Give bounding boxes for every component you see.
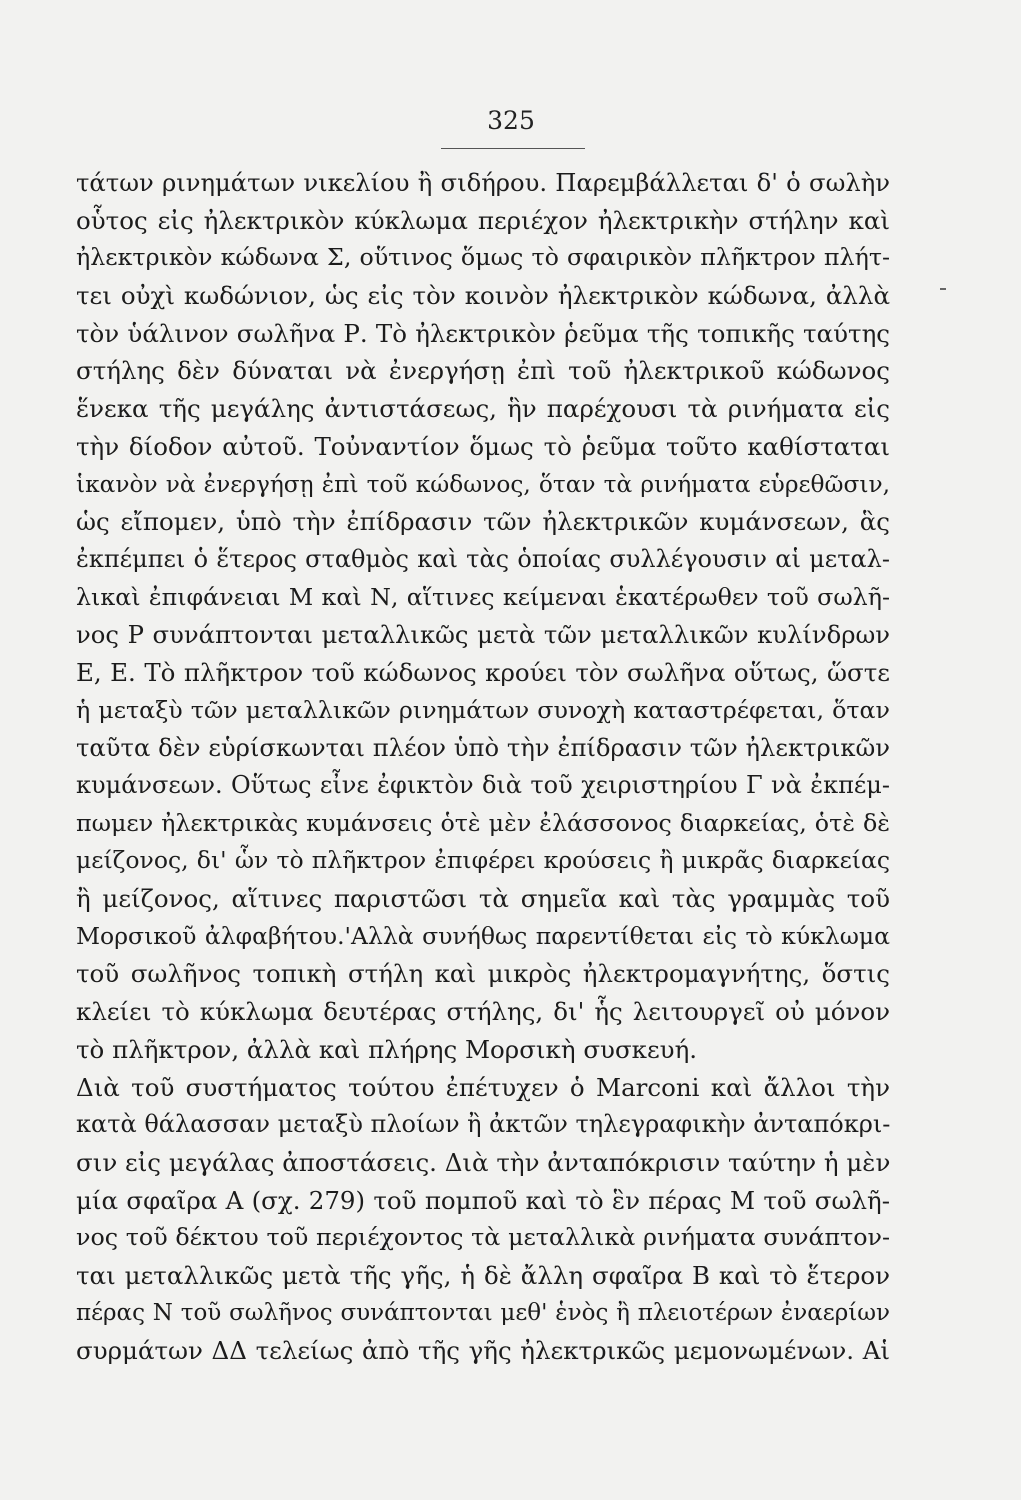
page-number: 325 <box>487 106 535 135</box>
text-line: Μορσικοῦ ἀλφαβήτου.'Αλλὰ συνήθως παρεντίθεται εἰς τὸ κύκλωμα <box>76 921 890 950</box>
text-line: ἠλεκτρικὸν κώδωνα Σ, οὕτινος ὅμως τὸ σφαιρικὸν πλῆκτρον πλήτ- <box>76 243 890 272</box>
text-line: νος Ρ συνάπτονται μεταλλικῶς μετὰ τῶν μεταλλικῶν κυλίνδρων <box>76 620 890 650</box>
text-line: ἢ μείζονος, αἵτινες παριστῶσι τὰ σημεῖα καὶ τὰς γραμμὰς τοῦ <box>76 884 890 914</box>
text-line: μείζονος, δι' ὧν τὸ πλῆκτρον ἐπιφέρει κρούσεις ἢ μικρᾶς διαρκείας <box>76 846 890 875</box>
paragraph-first-line: Διὰ τοῦ συστήματος τούτου ἐπέτυχεν ὁ Marconi καὶ ἄλλοι τὴν <box>76 1072 890 1102</box>
body-text <box>76 164 890 1370</box>
text-line: τὸ πλῆκτρον, ἀλλὰ καὶ πλήρης Μορσικὴ συσκευή. <box>76 1034 698 1064</box>
text-line: συρμάτων ΔΔ τελείως ἀπὸ τῆς γῆς ἠλεκτρικῶς μεμονωμένων. Αἱ <box>76 1336 890 1366</box>
margin-mark <box>940 288 946 290</box>
text-line: κατὰ θάλασσαν μεταξὺ πλοίων ἢ ἀκτῶν τηλεγραφικὴν ἀνταπόκρι- <box>76 1110 891 1139</box>
text-line: λικαὶ ἐπιφάνειαι Μ καὶ Ν, αἵτινες κείμεναι ἑκατέρωθεν τοῦ σωλῆ- <box>76 582 890 611</box>
text-line: στήλης δὲν δύναται νὰ ἐνεργήσῃ ἐπὶ τοῦ ἠλεκτρικοῦ κώδωνος <box>76 356 890 386</box>
text-line: ται μεταλλικῶς μετὰ τῆς γῆς, ἡ δὲ ἄλλη σφαῖρα Β καὶ τὸ ἕτερον <box>76 1260 890 1290</box>
text-line: τει οὐχὶ κωδώνιον, ὡς εἰς τὸν κοινὸν ἠλεκτρικὸν κώδωνα, ἀλλὰ <box>76 281 890 311</box>
text-line: Ε, Ε. Τὸ πλῆκτρον τοῦ κώδωνος κρούει τὸν σωλῆνα οὕτως, ὥστε <box>76 657 890 687</box>
text-line: τάτων ρινημάτων νικελίου ἢ σιδήρου. Παρεμβάλλεται δ' ὁ σωλὴν <box>76 168 890 197</box>
text-line: ἕνεκα τῆς μεγάλης ἀντιστάσεως, ἣν παρέχουσι τὰ ρινήματα εἰς <box>76 394 890 424</box>
text-line: κυμάνσεων. Οὕτως εἶνε ἐφικτὸν διὰ τοῦ χειριστηρίου Γ νὰ ἐκπέμ- <box>76 771 890 799</box>
text-line: ἡ μεταξὺ τῶν μεταλλικῶν ρινημάτων συνοχὴ καταστρέφεται, ὅταν <box>76 695 890 724</box>
text-line: πέρας Ν τοῦ σωλῆνος συνάπτονται μεθ' ἑνὸς ἢ πλειοτέρων ἐναερίων <box>76 1299 890 1326</box>
text-line: κλείει τὸ κύκλωμα δευτέρας στήλης, δι' ἧς λειτουργεῖ οὐ μόνον <box>76 997 890 1027</box>
text-line: οὗτος εἰς ἠλεκτρικὸν κύκλωμα περιέχον ἠλεκτρικὴν στήλην καὶ <box>76 205 890 235</box>
text-line: ἐκπέμπει ὁ ἕτερος σταθμὸς καὶ τὰς ὁποίας συλλέγουσιν αἱ μεταλ- <box>76 544 890 573</box>
text-line: ταῦτα δὲν εὑρίσκωνται πλέον ὑπὸ τὴν ἐπίδρασιν τῶν ἠλεκτρικῶν <box>76 733 890 763</box>
text-line: τοῦ σωλῆνος τοπικὴ στήλη καὶ μικρὸς ἠλεκτρομαγνήτης, ὅστις <box>76 959 890 989</box>
text-line: τὸν ὑάλινον σωλῆνα Ρ. Τὸ ἠλεκτρικὸν ῥεῦμα τῆς τοπικῆς ταύτης <box>76 318 890 348</box>
text-line: νος τοῦ δέκτου τοῦ περιέχοντος τὰ μεταλλικὰ ρινήματα συνάπτον- <box>76 1223 890 1252</box>
text-line: σιν εἰς μεγάλας ἀποστάσεις. Διὰ τὴν ἀνταπόκρισιν ταύτην ἡ μὲν <box>76 1147 891 1177</box>
text-line: ὡς εἴπομεν, ὑπὸ τὴν ἐπίδρασιν τῶν ἠλεκτρικῶν κυμάνσεων, ἃς <box>76 507 890 537</box>
text-line: πωμεν ἠλεκτρικὰς κυμάνσεις ὁτὲ μὲν ἐλάσσονος διαρκείας, ὁτὲ δὲ <box>76 808 890 837</box>
page-number-rule <box>441 148 585 149</box>
text-line: μία σφαῖρα Α (σχ. 279) τοῦ πομποῦ καὶ τὸ ἓν πέρας Μ τοῦ σωλῆ- <box>76 1185 890 1215</box>
text-line: τὴν δίοδον αὐτοῦ. Τοὐναντίον ὅμως τὸ ῥεῦμα τοῦτο καθίσταται <box>76 431 890 461</box>
text-line: ἱκανὸν νὰ ἐνεργήσῃ ἐπὶ τοῦ κώδωνος, ὅταν τὰ ρινήματα εὑρεθῶσιν, <box>76 470 890 498</box>
